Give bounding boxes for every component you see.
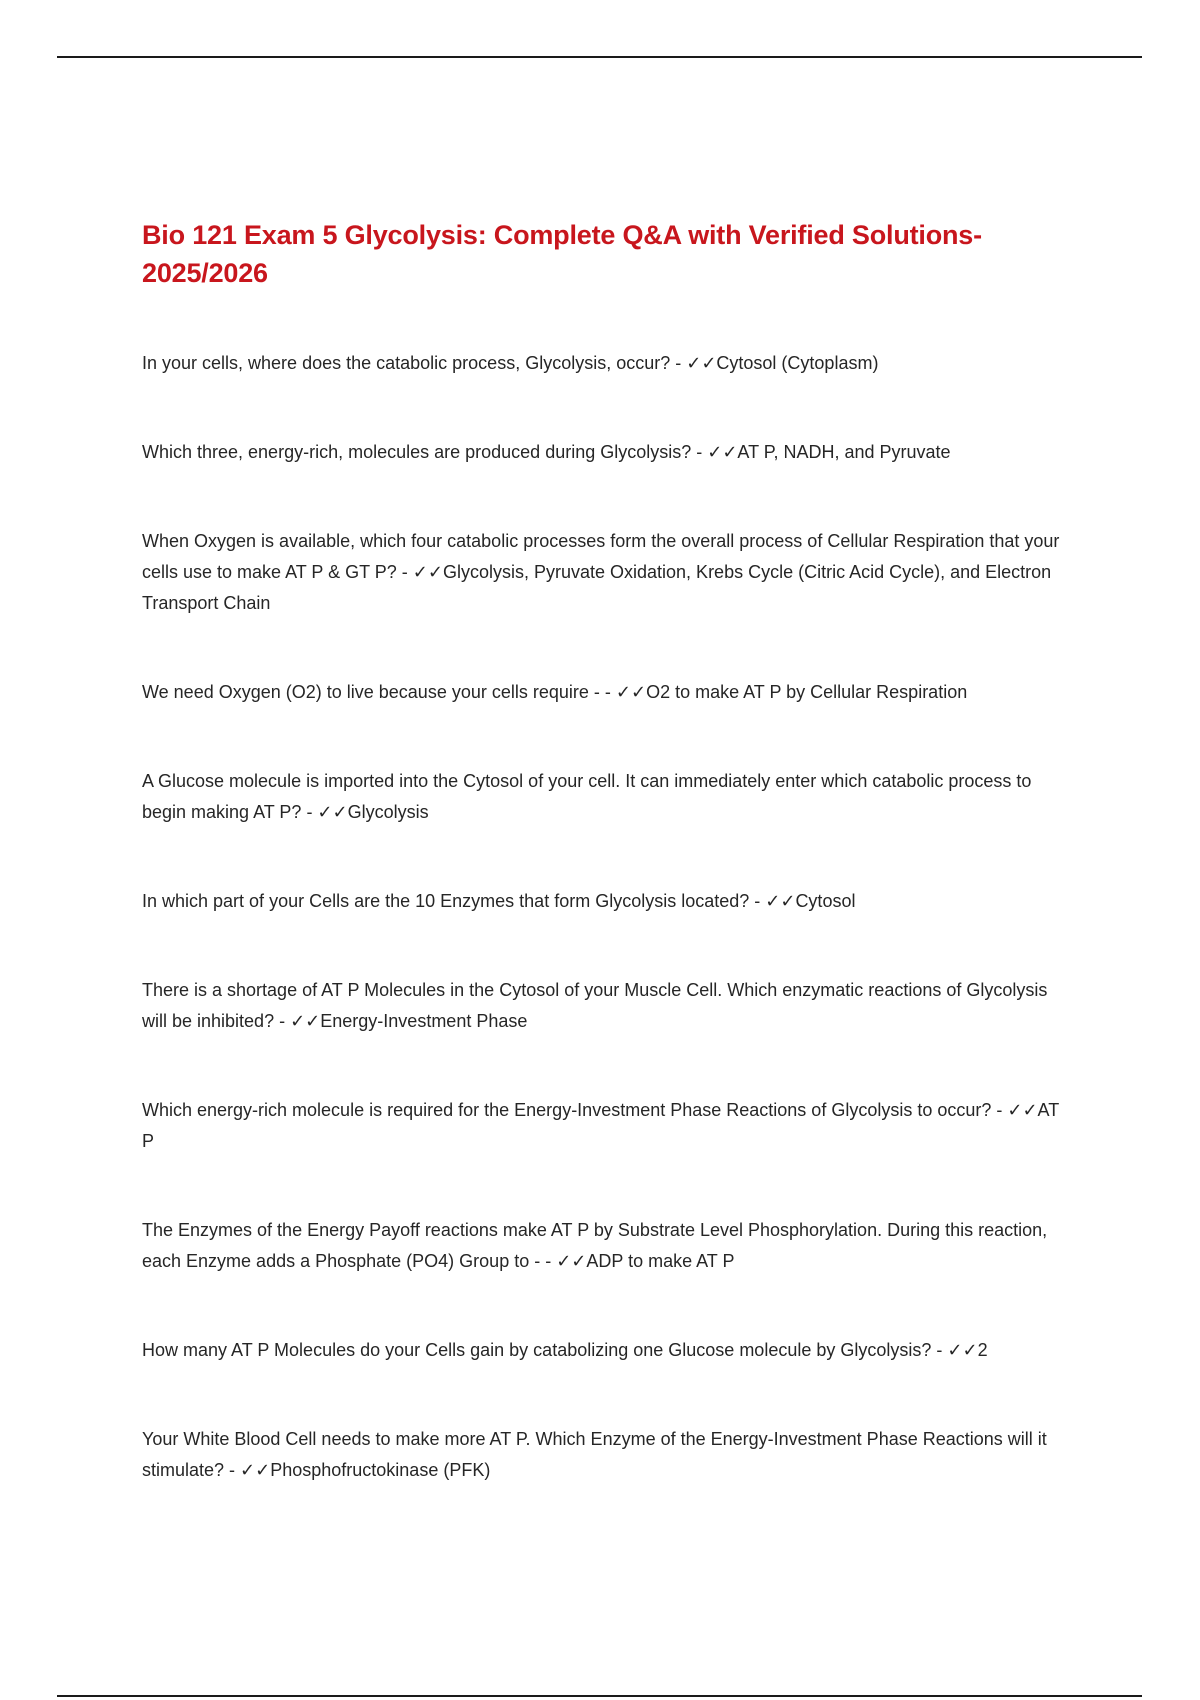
qa-item bbox=[142, 1215, 1072, 1277]
answer-text: Phosphofructokinase (PFK) bbox=[270, 1460, 491, 1480]
question-text: When Oxygen is available, which four catabolic processes form the overall process of Cellular Respiration that your cells use to make AT P & GT P? bbox=[142, 531, 1060, 582]
qa-item bbox=[142, 677, 1072, 708]
answer-text: Cytosol (Cytoplasm) bbox=[716, 353, 879, 373]
question-text: There is a shortage of AT P Molecules in the Cytosol of your Muscle Cell. Which enzymatic reactions of Glycolysis will be inhibited? bbox=[142, 980, 1048, 1031]
answer-text: Glycolysis bbox=[347, 802, 429, 822]
answer-separator: - ✓✓ bbox=[274, 1011, 321, 1031]
answer-separator: - ✓✓ bbox=[991, 1100, 1038, 1120]
question-text: We need Oxygen (O2) to live because your cells require - bbox=[142, 682, 600, 702]
document-body bbox=[142, 216, 1072, 1544]
question-text: Your White Blood Cell needs to make more AT P. Which Enzyme of the Energy-Investment Phase Reactions will it stimulate? bbox=[142, 1429, 1047, 1480]
qa-item bbox=[142, 975, 1072, 1037]
question-text: Which three, energy-rich, molecules are produced during Glycolysis? bbox=[142, 442, 692, 462]
qa-item bbox=[142, 1424, 1072, 1486]
question-text: A Glucose molecule is imported into the Cytosol of your cell. It can immediately enter which catabolic process to begin making AT P? bbox=[142, 771, 1032, 822]
answer-text: ADP to make AT P bbox=[586, 1251, 735, 1271]
answer-text: Cytosol bbox=[795, 891, 856, 911]
answer-text: 2 bbox=[977, 1340, 988, 1360]
header-rule bbox=[57, 56, 1142, 58]
answer-separator: - ✓✓ bbox=[691, 442, 738, 462]
qa-list bbox=[142, 348, 1072, 1486]
answer-text: O2 to make AT P by Cellular Respiration bbox=[646, 682, 968, 702]
footer-rule bbox=[57, 1695, 1142, 1697]
answer-separator: - ✓✓ bbox=[670, 353, 717, 373]
answer-separator: - ✓✓ bbox=[931, 1340, 978, 1360]
qa-item bbox=[142, 526, 1072, 619]
qa-item bbox=[142, 348, 1072, 379]
answer-separator: - ✓✓ bbox=[301, 802, 348, 822]
answer-text: Glycolysis, Pyruvate Oxidation, Krebs Cycle (Citric Acid Cycle), and Electron Transport Chain bbox=[142, 562, 1056, 613]
question-text: The Enzymes of the Energy Payoff reactions make AT P by Substrate Level Phosphorylation. During this reaction, each Enzyme adds a Phosphate (PO4) Group to - bbox=[142, 1220, 1048, 1271]
qa-item bbox=[142, 1335, 1072, 1366]
question-text: In your cells, where does the catabolic process, Glycolysis, occur? bbox=[142, 353, 671, 373]
qa-item bbox=[142, 437, 1072, 468]
document-title: Bio 121 Exam 5 Glycolysis: Complete Q&A with Verified Solutions-2025/2026 bbox=[142, 220, 982, 288]
question-text: Which energy-rich molecule is required for the Energy-Investment Phase Reactions of Glycolysis to occur? bbox=[142, 1100, 992, 1120]
answer-text: AT P bbox=[142, 1100, 1064, 1151]
qa-item bbox=[142, 1095, 1072, 1157]
answer-separator: - ✓✓ bbox=[749, 891, 796, 911]
question-text: How many AT P Molecules do your Cells gain by catabolizing one Glucose molecule by Glycolysis? bbox=[142, 1340, 932, 1360]
answer-text: AT P, NADH, and Pyruvate bbox=[737, 442, 951, 462]
answer-separator: - ✓✓ bbox=[396, 562, 443, 582]
qa-item bbox=[142, 766, 1072, 828]
answer-text: Energy-Investment Phase bbox=[320, 1011, 528, 1031]
qa-item bbox=[142, 886, 1072, 917]
answer-separator: - ✓✓ bbox=[224, 1460, 271, 1480]
question-text: In which part of your Cells are the 10 Enzymes that form Glycolysis located? bbox=[142, 891, 750, 911]
answer-separator: - ✓✓ bbox=[540, 1251, 587, 1271]
answer-separator: - ✓✓ bbox=[599, 682, 647, 702]
